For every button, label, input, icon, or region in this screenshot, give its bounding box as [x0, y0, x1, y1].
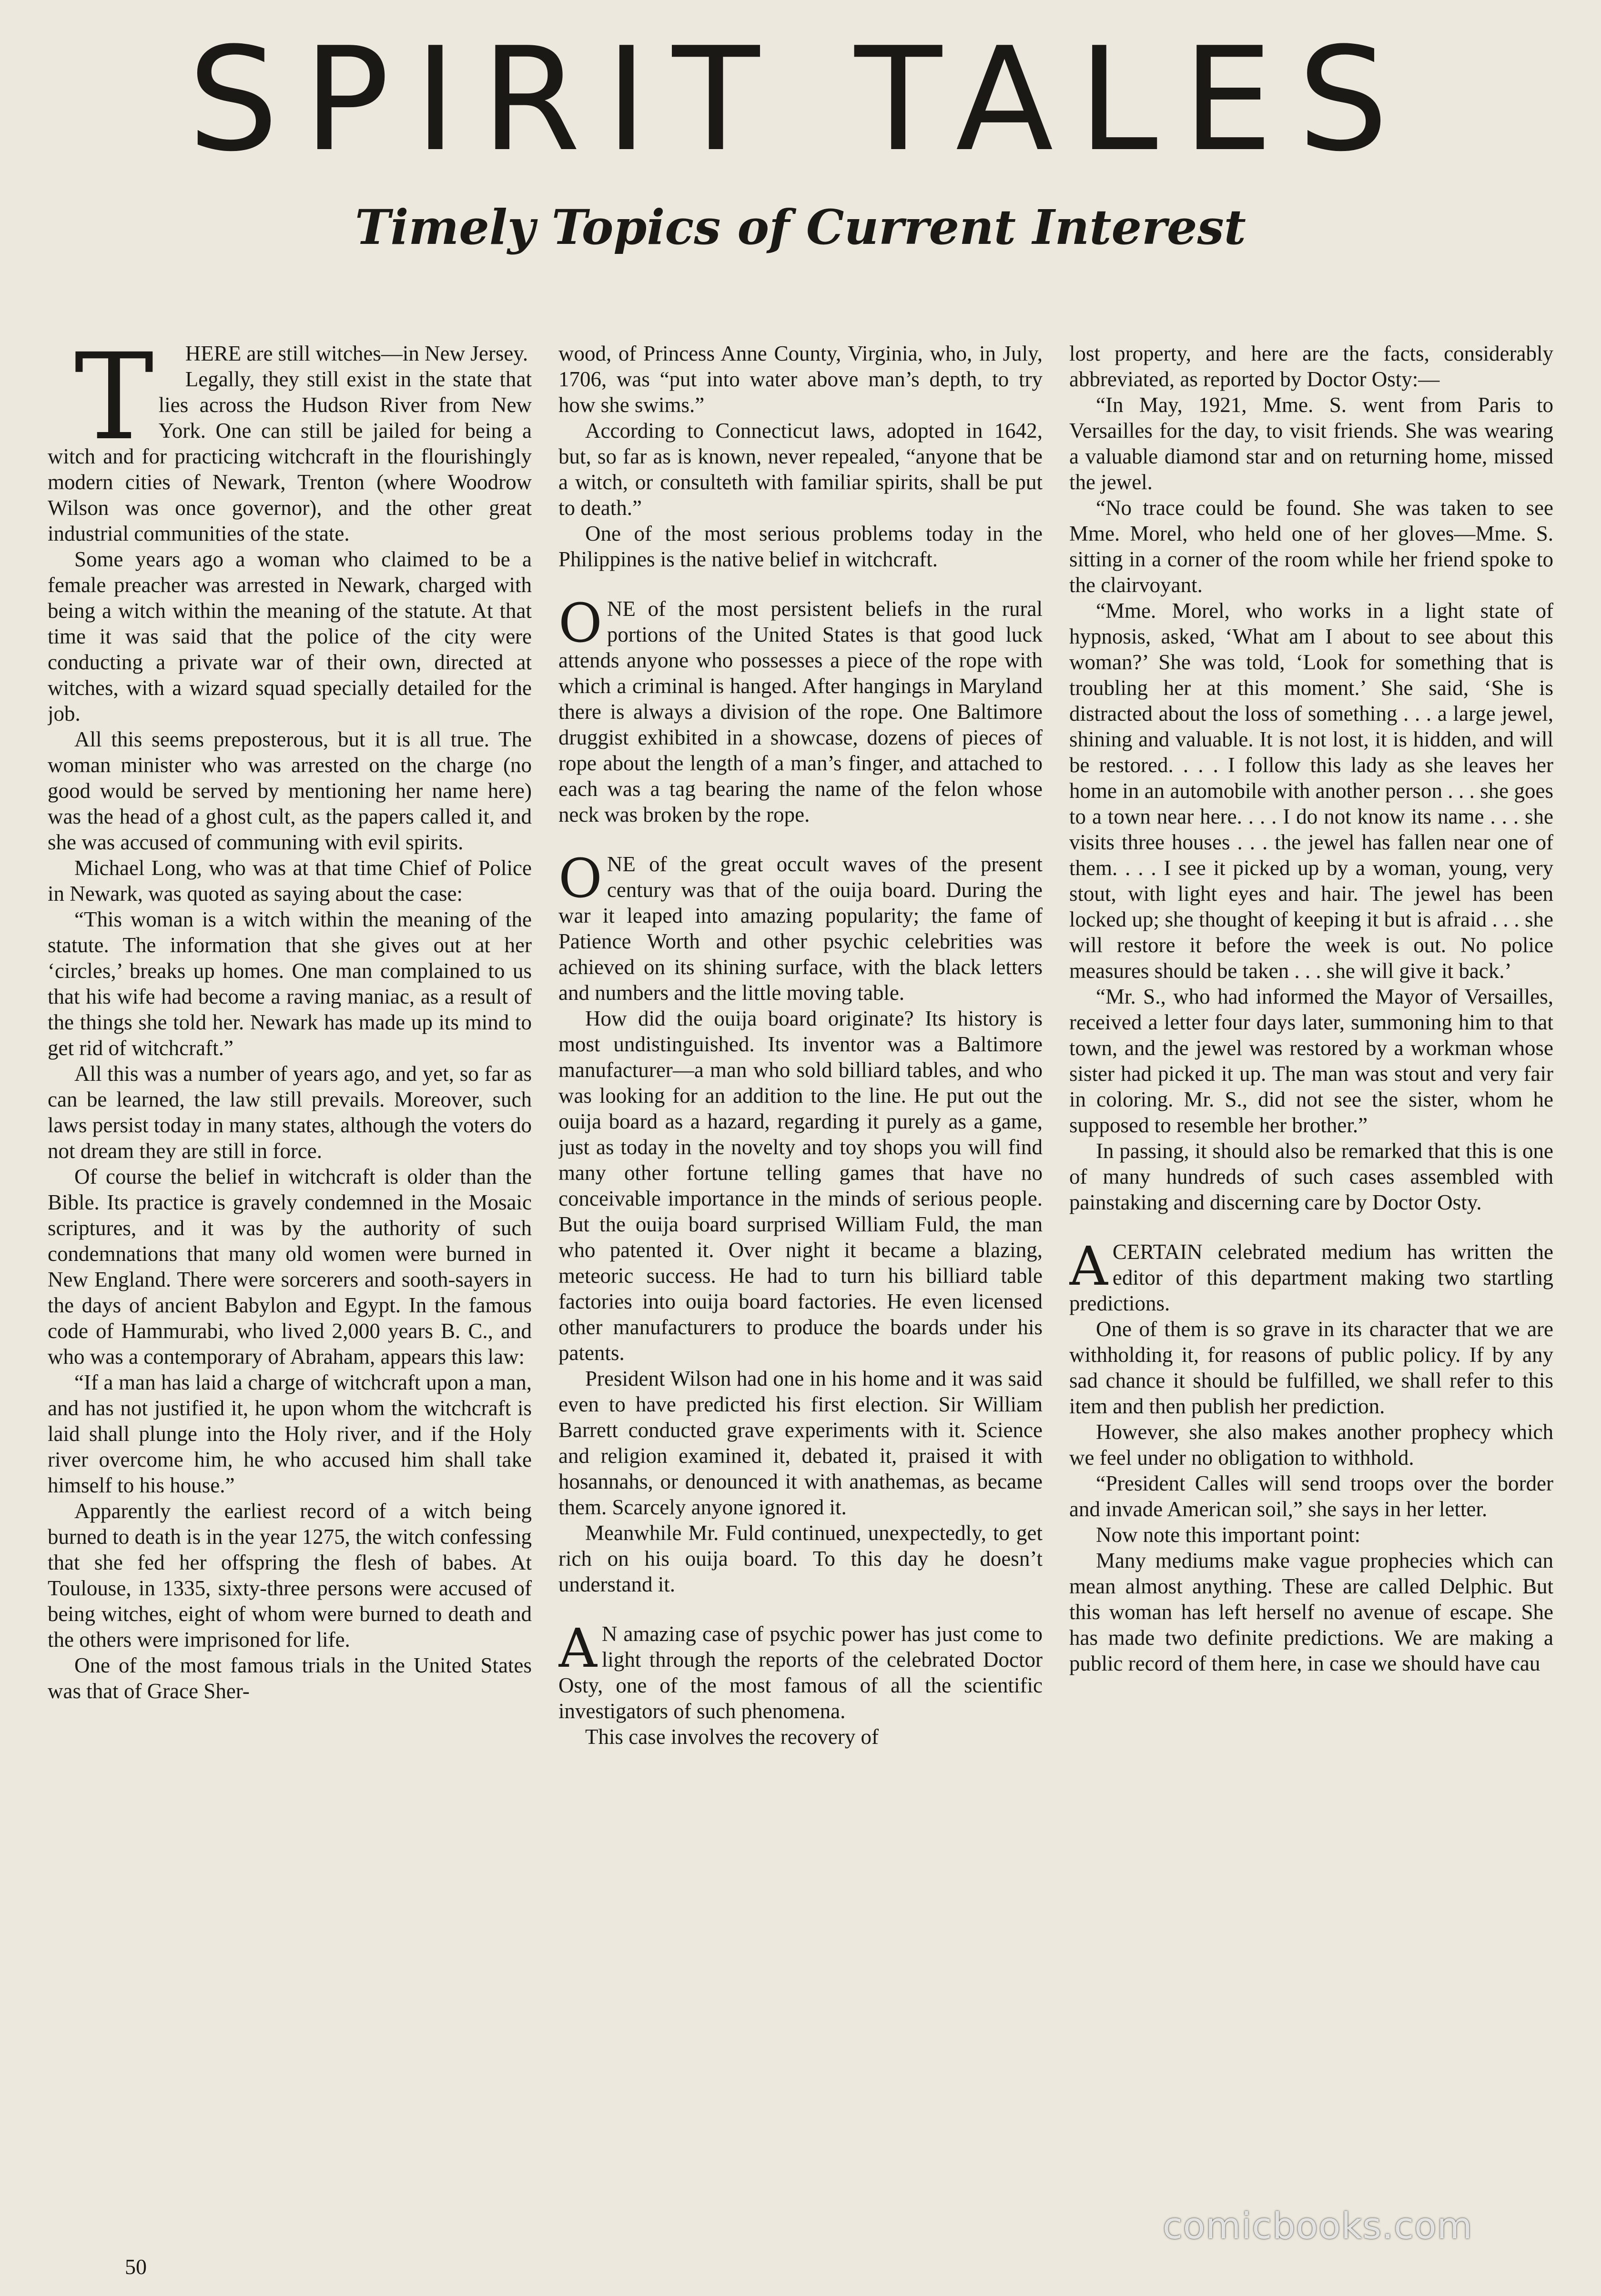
paragraph-text: “President Calles will send troops over the border and invade American soil,” she says in her letter.: [1069, 1471, 1553, 1521]
article-paragraph: [558, 521, 1043, 572]
paragraph-text: President Wilson had one in his home and it was said even to have predicted his first election. Sir William Barrett conducted grave experiments with it. Science and religion examined it, debated it, praised it with hosannahs, or denounced it with anathemas, as became them. Scarcely anyone ignored it.: [558, 1367, 1043, 1519]
section-opening-paragraph: [558, 1618, 1043, 1724]
paragraph-text: Some years ago a woman who claimed to be a female preacher was arrested in Newark, charged with being a witch within the meaning of the statute. At that time it was said that the police of the city were conducting a private war of their own, directed at witches, with a wizard squad specially detailed for the job.: [48, 547, 532, 725]
article-paragraph: [558, 1520, 1043, 1597]
paragraph-text: Apparently the earliest record of a witch being burned to death is in the year 1275, the witch confessing that she fed her offspring the flesh of babes. At Toulouse, in 1335, sixty-three persons were accused of being witches, eight of whom were burned to death and the others were imprisoned for life.: [48, 1499, 532, 1652]
paragraph-text: How did the ouija board originate? Its history is most undistinguished. Its inventor was a Baltimore manufacturer—a man who sold billiard tables, and who was looking for an addition to the line. He put out the ouija board as a hazard, regarding it purely as a game, just as today in the novelty and toy shops you will find many other fortune telling games that have no conceivable importance in the minds of serious people. But the ouija board surprised William Fuld, the man who patented it. Over night it became a blazing, meteoric success. He had to turn his billiard table factories into ouija board factories. He even licensed other manufacturers to produce the boards under his patents.: [558, 1007, 1043, 1365]
section-opening-paragraph: [558, 593, 1043, 827]
paragraph-text: NE of the great occult waves of the present century was that of the ouija board. During the war it leaped into amazing popularity; the fame of Patience Worth and other psychic celebrities was achieved on its shining surface, with the black letters and numbers and the little moving table.: [558, 852, 1043, 1005]
page-number: 50: [125, 2255, 147, 2279]
drop-cap: A: [1069, 1236, 1108, 1298]
paragraph-text: “Mme. Morel, who works in a light state of hypnosis, asked, ‘What am I about to see about this woman?’ She was told, ‘Look for something that is troubling her at this moment.’ She said, ‘She is distracted about the loss of something . . . a large jewel, shining and valuable. It is not lost, it is hidden, and will be restored. . . . I follow this lady as she leaves her home in an automobile with another person . . . she goes to a town near here. . . . I do not know its name . . . she visits three houses . . . the jewel has fallen near one of them. . . . I see it picked up by a woman, young, very stout, with light eyes and hair. The jewel has been locked up; she thought of keeping it but is afraid . . . she will restore it before the week is out. No police measures should be taken . . . she will give it back.’: [1069, 599, 1553, 983]
page-title: SPIRIT TALES: [188, 17, 1413, 183]
article-paragraph: [48, 855, 532, 906]
section-opening-paragraph: [558, 848, 1043, 1006]
article-paragraph: [1069, 1316, 1553, 1419]
article-paragraph: [48, 546, 532, 726]
site-watermark: comicbooks.com: [1163, 2205, 1473, 2247]
paragraph-text: “Mr. S., who had informed the Mayor of Versailles, received a letter four days later, summoning him to that town, and the jewel was restored by a workman whose sister had picked it up. The man was stout and very fair in coloring. Mr. S., did not see the sister, whom he supposed to resemble her brother.”: [1069, 985, 1553, 1137]
section-opening-paragraph: [1069, 1236, 1553, 1316]
drop-cap: T: [74, 341, 154, 466]
paragraph-text: lost property, and here are the facts, considerably abbreviated, as reported by Doctor Osty:—: [1069, 342, 1553, 391]
paragraph-text: In passing, it should also be remarked that this is one of many hundreds of such cases assembled with painstaking and discerning care by Doctor Osty.: [1069, 1139, 1553, 1214]
column-3: [1069, 341, 1553, 2241]
paragraph-text: “This woman is a witch within the meaning of the statute. The information that she gives out at her ‘circles,’ breaks up homes. One man complained to us that his wife had become a raving maniac, as a result of the things she told her. Newark has made up its mind to get rid of witchcraft.”: [48, 907, 532, 1060]
article-paragraph: [1069, 1548, 1553, 1676]
paragraph-text: wood, of Princess Anne County, Virginia, who, in July, 1706, was “put into water above man’s depth, to try how she swims.”: [558, 342, 1043, 417]
article-paragraph: [1069, 1522, 1553, 1548]
article-paragraph: [1069, 1470, 1553, 1522]
article-paragraph: [1069, 598, 1553, 984]
article-columns: [48, 341, 1553, 2241]
paragraph-text: This case involves the recovery of: [585, 1725, 879, 1749]
drop-cap: A: [558, 1618, 597, 1680]
paragraph-text: N amazing case of psychic power has just come to light through the reports of the celebrated Doctor Osty, one of the most famous of all the scientific investigators of such phenomena.: [558, 1622, 1043, 1723]
article-paragraph: [558, 418, 1043, 521]
article-paragraph: [48, 1370, 532, 1498]
paragraph-text: Many mediums make vague prophecies which can mean almost anything. These are called Delphic. But this woman has left herself no avenue of escape. She has made two definite predictions. We are making a public record of them here, in case we should have cau: [1069, 1549, 1553, 1675]
article-paragraph: [48, 1652, 532, 1704]
paragraph-text: Of course the belief in witchcraft is older than the Bible. Its practice is gravely condemned in the Mosaic scriptures, and it was by the authority of such condemnations that many old women were burned in New England. There were sorcerers and sooth-sayers in the days of ancient Babylon and Egypt. In the famous code of Hammurabi, who lived 2,000 years B. C., and who was a contemporary of Abraham, appears this law:: [48, 1165, 532, 1369]
paragraph-text: HERE are still witches—in New Jersey.: [185, 342, 528, 365]
drop-cap: O: [558, 593, 602, 655]
paragraph-text: “In May, 1921, Mme. S. went from Paris to Versailles for the day, to visit friends. She was wearing a valuable diamond star and on returning home, missed the jewel.: [1069, 393, 1553, 494]
paragraph-text: Meanwhile Mr. Fuld continued, unexpectedly, to get rich on his ouija board. To this day he doesn’t understand it.: [558, 1521, 1043, 1596]
paragraph-text: Legally, they still exist in the state that lies across the Hudson River from New York. One can still be jailed for being a witch and for practicing witchcraft in the flourishingly modern cities of Newark, Trenton (where Woodrow Wilson was once governor), and the other great industrial communities of the state.: [48, 367, 532, 545]
article-paragraph: [48, 906, 532, 1061]
article-paragraph: [1069, 1419, 1553, 1470]
paragraph-text: Now note this important point:: [1096, 1523, 1360, 1547]
paragraph-text: According to Connecticut laws, adopted in 1642, but, so far as is known, never repealed, “anyone that be a witch, or consulteth with familiar spirits, shall be put to death.”: [558, 419, 1043, 520]
article-paragraph: [48, 1164, 532, 1370]
article-paragraph: [558, 341, 1043, 418]
article-paragraph: [1069, 392, 1553, 495]
article-paragraph: [48, 1498, 532, 1652]
paragraph-text: Michael Long, who was at that time Chief of Police in Newark, was quoted as saying about the case:: [48, 856, 532, 906]
paragraph-text: “No trace could be found. She was taken to see Mme. Morel, who held one of her gloves—Mme. S. sitting in a corner of the room while her friend spoke to the clairvoyant.: [1069, 496, 1553, 597]
article-paragraph: [1069, 984, 1553, 1138]
article-paragraph: [48, 726, 532, 855]
paragraph-text: All this was a number of years ago, and yet, so far as can be learned, the law still prevails. Moreover, such laws persist today in many states, although the voters do not dream they are still in force.: [48, 1062, 532, 1163]
paragraph-text: One of them is so grave in its character that we are withholding it, for reasons of public policy. If by any sad chance it should be fulfilled, we shall refer to this item and then publish her prediction.: [1069, 1317, 1553, 1418]
paragraph-text: NE of the most persistent beliefs in the rural portions of the United States is that good luck attends anyone who possesses a piece of the rope with which a criminal is hanged. After hangings in Maryland there is always a division of the rope. One Baltimore druggist exhibited in a showcase, dozens of pieces of rope about the length of a man’s finger, and attached to each was a tag bearing the name of the felon whose neck was broken by the rope.: [558, 597, 1043, 826]
page-subtitle: Timely Topics of Current Interest: [355, 199, 1246, 255]
paragraph-text: “If a man has laid a charge of witchcraft upon a man, and has not justified it, he upon whom the witchcraft is laid shall plunge into the Holy river, and if the Holy river overcome him, he who accused him shall take himself to his house.”: [48, 1370, 532, 1497]
column-2: [558, 341, 1043, 2241]
article-paragraph: [558, 1724, 1043, 1750]
article-paragraph: [1069, 341, 1553, 392]
paragraph-text: However, she also makes another prophecy which we feel under no obligation to withhold.: [1069, 1420, 1553, 1470]
paragraph-text: All this seems preposterous, but it is all true. The woman minister who was arrested on the charge (no good would be served by mentioning her name here) was the head of a ghost cult, as the papers called it, and she was accused of communing with evil spirits.: [48, 727, 532, 854]
article-paragraph: [558, 1006, 1043, 1366]
paragraph-text: One of the most serious problems today in the Philippines is the native belief in witchcraft.: [558, 522, 1043, 571]
article-paragraph: [1069, 495, 1553, 598]
paragraph-text: One of the most famous trials in the United States was that of Grace Sher-: [48, 1653, 532, 1703]
paragraph-text: CERTAIN celebrated medium has written the editor of this department making two startling predictions.: [1069, 1240, 1553, 1315]
article-paragraph: [48, 1061, 532, 1164]
article-paragraph: [1069, 1138, 1553, 1215]
drop-cap: O: [558, 848, 602, 910]
article-paragraph: [558, 1366, 1043, 1520]
column-1: [48, 341, 532, 2241]
